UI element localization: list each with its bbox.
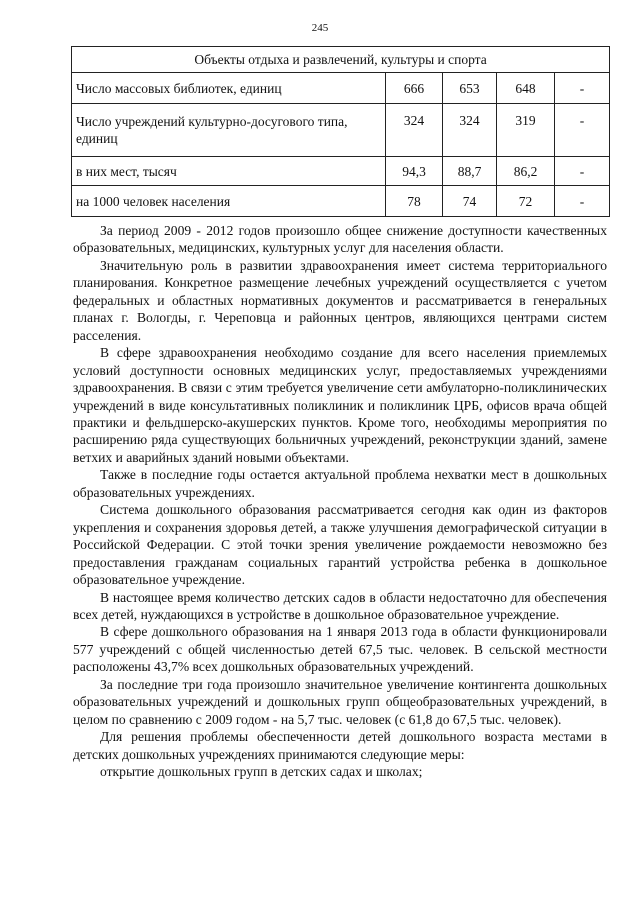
table-cell: 653 bbox=[443, 73, 497, 104]
table-cell: 74 bbox=[443, 186, 497, 217]
table-cell: 94,3 bbox=[386, 157, 443, 186]
table-cell: - bbox=[555, 157, 610, 186]
table-cell: 324 bbox=[443, 104, 497, 157]
paragraph: В сфере дошкольного образования на 1 января 2013 года в области функционировали 577 учреждений с общей численностью детей 67,5 тыс. человек. В сельской местности расположены 43,7% всех дошкольных образовательных учреждений. bbox=[73, 624, 607, 675]
row-label: на 1000 человек населения bbox=[72, 186, 386, 217]
paragraph: За период 2009 - 2012 годов произошло общее снижение доступности качественных образовательных, медицинских, культурных услуг для населения области. bbox=[73, 223, 607, 256]
table-row bbox=[72, 73, 610, 104]
row-label: Число массовых библиотек, единиц bbox=[72, 73, 386, 104]
table-cell: 319 bbox=[497, 104, 555, 157]
table-cell: - bbox=[555, 104, 610, 157]
page-number: 245 bbox=[311, 22, 329, 34]
table-cell: 78 bbox=[386, 186, 443, 217]
table-cell: 666 bbox=[386, 73, 443, 104]
table-row bbox=[72, 104, 610, 157]
row-label: в них мест, тысяч bbox=[72, 157, 386, 186]
statistics-table bbox=[71, 46, 610, 217]
table-cell: 324 bbox=[386, 104, 443, 157]
paragraph: открытие дошкольных групп в детских садах и школах; bbox=[100, 764, 423, 780]
row-label: Число учреждений культурно-досугового типа, единиц bbox=[72, 104, 386, 157]
table-cell: - bbox=[555, 73, 610, 104]
paragraph: Для решения проблемы обеспеченности детей дошкольного возраста местами в детских дошкольных учреждениях принимаются следующие меры: bbox=[73, 729, 607, 762]
paragraph: В настоящее время количество детских садов в области недостаточно для обеспечения всех детей, нуждающихся в устройстве в дошкольное образовательное учреждение. bbox=[73, 589, 607, 622]
table-row bbox=[72, 157, 610, 186]
body-text bbox=[73, 222, 607, 781]
paragraph: Значительную роль в развитии здравоохранения имеет система территориального планирования. Конкретное размещение лечебных учреждений осуществляется с учетом федеральных и областных нормативных документов и рассматривается в генеральных планах г. Вологды, г. Череповца и районных центров, являющихся центрами систем расселения. bbox=[73, 257, 607, 343]
table-row bbox=[72, 186, 610, 217]
table-section-header bbox=[72, 47, 610, 73]
table-cell: 648 bbox=[497, 73, 555, 104]
table-section-title: Объекты отдыха и развлечений, культуры и спорта bbox=[72, 47, 610, 73]
table-cell: 88,7 bbox=[443, 157, 497, 186]
table-cell: - bbox=[555, 186, 610, 217]
table-cell: 86,2 bbox=[497, 157, 555, 186]
paragraph: Система дошкольного образования рассматривается сегодня как один из факторов укрепления и сохранения здоровья детей, а также улучшения демографической ситуации в Российской Федерации. С этой точки зрения увеличение рождаемости невозможно без предоставления гражданам социальных гарантий устройства ребенка в дошкольное образовательное учреждение. bbox=[73, 502, 607, 588]
paragraph: В сфере здравоохранения необходимо создание для всего населения приемлемых условий доступности основных медицинских услуг, предоставляемых учреждениями здравоохранения. В связи с этим требуется увеличение сети амбулаторно-поликлинических учреждений в виде консультативных поликлиник и поликлиник ЦРБ, офисов врача общей практики и фельдшерско-акушерских пунктов. Кроме того, необходимы мероприятия по расширению ряда существующих больничных учреждений, реконструкции зданий, замене ветхих и аварийных зданий новыми объектами. bbox=[73, 345, 607, 465]
paragraph: Также в последние годы остается актуальной проблема нехватки мест в дошкольных образовательных учреждениях. bbox=[73, 467, 607, 500]
paragraph: За последние три года произошло значительное увеличение контингента дошкольных образовательных учреждений и дошкольных групп общеобразовательных учреждений, в целом по сравнению с 2009 годом - на 5,7 тыс. человек (с 61,8 до 67,5 тыс. человек). bbox=[73, 676, 607, 727]
table-cell: 72 bbox=[497, 186, 555, 217]
